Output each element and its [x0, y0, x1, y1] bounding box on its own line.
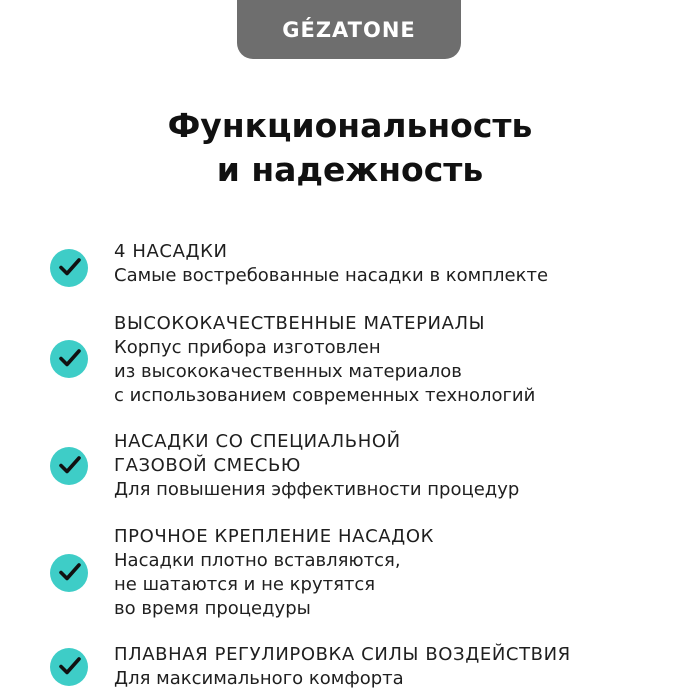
page-title-line-1: Функциональность [167, 106, 533, 145]
feature-description-line: Насадки плотно вставляются, [114, 550, 401, 571]
feature-description-line: Корпус прибора изготовлен [114, 337, 381, 358]
check-icon [50, 340, 88, 378]
check-icon [50, 249, 88, 287]
check-icon [50, 648, 88, 686]
feature-title: ВЫСОКОКАЧЕСТВЕННЫЕ МАТЕРИАЛЫ [114, 313, 486, 334]
feature-description-line: не шатаются и не крутятся [114, 574, 376, 595]
brand-tab [237, 0, 461, 59]
feature-description: Для повышения эффективности процедур [114, 479, 520, 500]
feature-description-line: во время процедуры [114, 598, 311, 619]
feature-title-line: НАСАДКИ СО СПЕЦИАЛЬНОЙ [114, 431, 401, 452]
feature-description: Самые востребованные насадки в комплекте [114, 265, 549, 286]
feature-title-line: ГАЗОВОЙ СМЕСЬЮ [114, 455, 301, 476]
feature-title: ПРОЧНОЕ КРЕПЛЕНИЕ НАСАДОК [114, 526, 434, 547]
page-title-line-2: и надежность [216, 150, 484, 189]
feature-title: 4 НАСАДКИ [114, 241, 228, 262]
check-icon [50, 447, 88, 485]
feature-title: ПЛАВНАЯ РЕГУЛИРОВКА СИЛЫ ВОЗДЕЙСТВИЯ [114, 644, 571, 665]
brand-logo: GÉZATONE [282, 17, 416, 42]
feature-description: Для максимального комфорта [114, 668, 404, 689]
feature-description-line: из высококачественных материалов [114, 361, 462, 382]
feature-description-line: с использованием современных технологий [114, 385, 536, 406]
check-icon [50, 554, 88, 592]
page-title [0, 104, 700, 192]
